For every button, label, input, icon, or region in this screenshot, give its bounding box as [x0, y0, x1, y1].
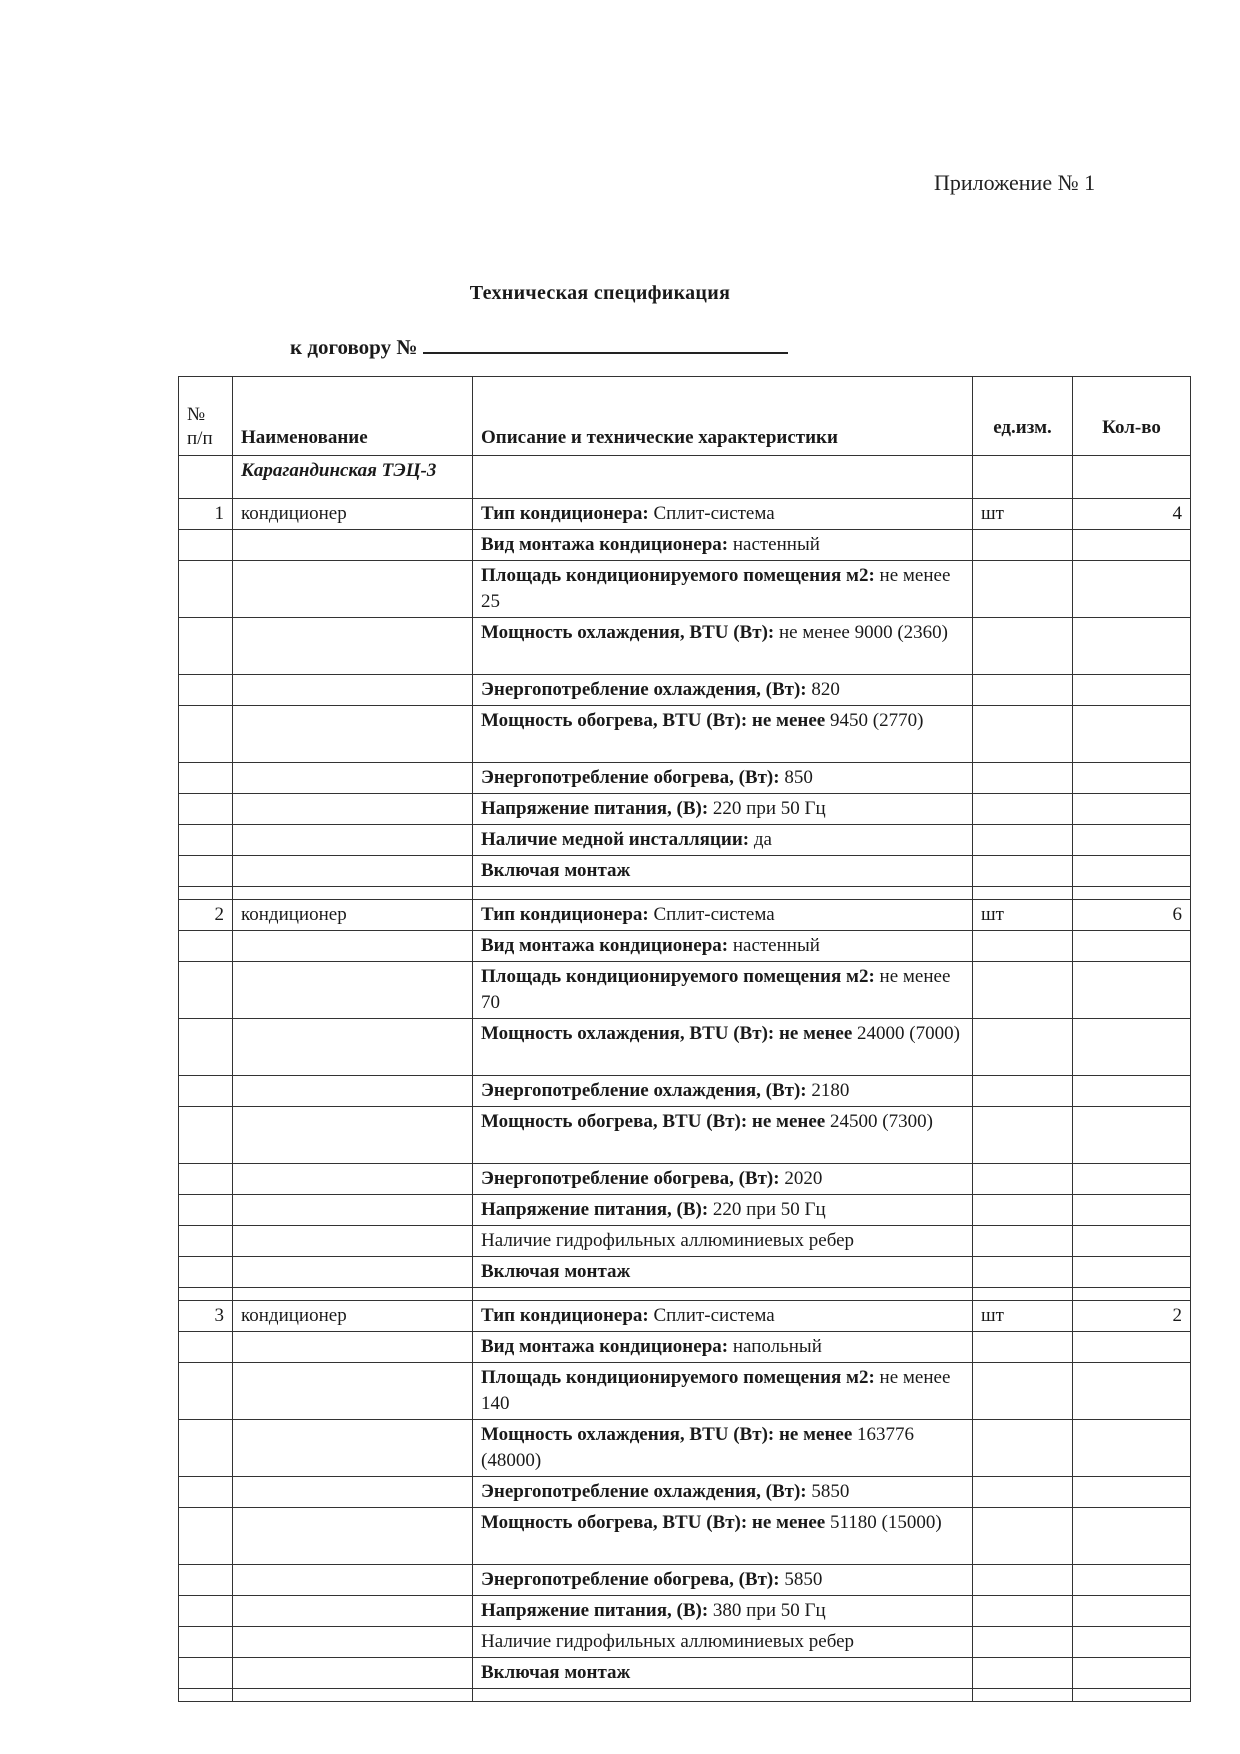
empty-cell — [1073, 1332, 1191, 1363]
empty-cell — [233, 1226, 473, 1257]
empty-cell — [179, 962, 233, 1019]
empty-cell — [1073, 1288, 1191, 1301]
spec-value: Наличие гидрофильных аллюминиевых ребер — [481, 1230, 855, 1251]
spec-label: Мощность охлаждения, BTU (Вт): не менее — [481, 1023, 853, 1044]
empty-cell — [179, 618, 233, 675]
table-row — [179, 1420, 1191, 1477]
empty-cell — [179, 1107, 233, 1164]
empty-cell — [973, 1689, 1073, 1702]
spec-label: Наличие медной инсталляции: — [481, 829, 750, 850]
specification-table — [178, 376, 1191, 1702]
empty-cell — [179, 1689, 233, 1702]
empty-cell — [1073, 1420, 1191, 1477]
empty-cell — [973, 1332, 1073, 1363]
spec-value: напольный — [728, 1336, 822, 1357]
empty-cell — [233, 1332, 473, 1363]
empty-cell — [233, 856, 473, 887]
empty-cell — [973, 706, 1073, 763]
empty-cell — [973, 1627, 1073, 1658]
empty-cell — [233, 1288, 473, 1301]
item-spec — [473, 1596, 973, 1627]
empty-cell — [1073, 1257, 1191, 1288]
item-spec — [473, 1019, 973, 1076]
spec-label: Энергопотребление охлаждения, (Вт): — [481, 1080, 807, 1101]
empty-cell — [179, 887, 233, 900]
spec-value: 24500 (7300) — [825, 1111, 933, 1132]
spec-label: Энергопотребление охлаждения, (Вт): — [481, 1481, 807, 1502]
empty-cell — [179, 825, 233, 856]
empty-cell — [179, 763, 233, 794]
empty-cell — [973, 1508, 1073, 1565]
table-row — [179, 1508, 1191, 1565]
empty-cell — [1073, 763, 1191, 794]
empty-cell — [179, 856, 233, 887]
item-spec — [473, 1627, 973, 1658]
empty-cell — [1073, 931, 1191, 962]
spec-value: 220 при 50 Гц — [708, 798, 826, 819]
item-spec — [473, 1658, 973, 1689]
empty-cell — [179, 1076, 233, 1107]
item-name: кондиционер — [233, 900, 473, 931]
table-row — [179, 763, 1191, 794]
empty-cell — [1073, 1565, 1191, 1596]
empty-cell — [1073, 561, 1191, 618]
contract-reference — [290, 334, 788, 360]
item-spec — [473, 794, 973, 825]
spec-label: Включая монтаж — [481, 1662, 631, 1683]
empty-cell — [1073, 825, 1191, 856]
table-row — [179, 1107, 1191, 1164]
empty-cell — [973, 530, 1073, 561]
item-spec — [473, 618, 973, 675]
empty-cell — [973, 1226, 1073, 1257]
item-quantity: 2 — [1073, 1301, 1191, 1332]
item-spec — [473, 1257, 973, 1288]
header-unit: ед.изм. — [973, 377, 1073, 456]
table-row — [179, 499, 1191, 530]
spec-value: настенный — [728, 935, 820, 956]
empty-cell — [179, 931, 233, 962]
empty-cell — [1073, 962, 1191, 1019]
empty-cell — [233, 763, 473, 794]
spec-label: Включая монтаж — [481, 860, 631, 881]
empty-cell — [973, 962, 1073, 1019]
empty-cell — [973, 1164, 1073, 1195]
empty-cell — [473, 1689, 973, 1702]
spec-value: не менее 140 — [481, 1367, 951, 1414]
empty-cell — [233, 675, 473, 706]
empty-cell — [973, 1477, 1073, 1508]
empty-cell — [233, 1420, 473, 1477]
table-row — [179, 561, 1191, 618]
empty-cell — [973, 1596, 1073, 1627]
table-row — [179, 1301, 1191, 1332]
item-spec — [473, 856, 973, 887]
table-row — [179, 1596, 1191, 1627]
spec-value: не менее 70 — [481, 966, 951, 1013]
spec-value: 5850 — [806, 1481, 850, 1502]
empty-cell — [179, 1257, 233, 1288]
empty-cell — [973, 931, 1073, 962]
spec-value: Сплит-система — [648, 904, 775, 925]
table-row — [179, 1226, 1191, 1257]
table-row — [179, 825, 1191, 856]
item-unit: шт — [973, 1301, 1073, 1332]
spec-value: настенный — [728, 534, 820, 555]
empty-cell — [179, 1288, 233, 1301]
empty-cell — [179, 675, 233, 706]
empty-cell — [233, 825, 473, 856]
item-spec — [473, 530, 973, 561]
empty-cell — [473, 1288, 973, 1301]
spec-value: 5850 — [779, 1569, 823, 1590]
empty-cell — [179, 1658, 233, 1689]
spec-label: Вид монтажа кондиционера: — [481, 935, 729, 956]
empty-cell — [233, 1477, 473, 1508]
empty-cell — [1073, 856, 1191, 887]
empty-cell — [1073, 1477, 1191, 1508]
table-row — [179, 1477, 1191, 1508]
spec-value: 820 — [806, 679, 840, 700]
empty-cell — [233, 962, 473, 1019]
spacer-row — [179, 1288, 1191, 1301]
contract-number-blank — [423, 334, 788, 354]
empty-cell — [1073, 1164, 1191, 1195]
spec-value: 163776 (48000) — [481, 1424, 915, 1471]
empty-cell — [1073, 1689, 1191, 1702]
section-name: Карагандинская ТЭЦ-3 — [233, 456, 473, 499]
table-row — [179, 1658, 1191, 1689]
empty-cell — [973, 1257, 1073, 1288]
table-row — [179, 1195, 1191, 1226]
empty-cell — [233, 530, 473, 561]
empty-cell — [179, 1363, 233, 1420]
spec-value: 850 — [779, 767, 813, 788]
item-spec — [473, 1226, 973, 1257]
item-spec — [473, 1477, 973, 1508]
table-row — [179, 1565, 1191, 1596]
empty-cell — [179, 794, 233, 825]
item-spec — [473, 1420, 973, 1477]
item-spec — [473, 962, 973, 1019]
empty-cell — [1073, 1627, 1191, 1658]
empty-cell — [973, 887, 1073, 900]
table-row — [179, 1019, 1191, 1076]
table-row — [179, 706, 1191, 763]
table-row — [179, 1363, 1191, 1420]
spacer-row — [179, 1689, 1191, 1702]
item-spec — [473, 499, 973, 530]
spec-label: Тип кондиционера: — [481, 1305, 649, 1326]
spec-value: 9450 (2770) — [825, 710, 924, 731]
header-num: № п/п — [179, 377, 233, 456]
spec-value: 2020 — [779, 1168, 823, 1189]
table-row — [179, 1332, 1191, 1363]
header-quantity: Кол-во — [1073, 377, 1191, 456]
empty-cell — [1073, 1195, 1191, 1226]
empty-cell — [1073, 1107, 1191, 1164]
spec-label: Вид монтажа кондиционера: — [481, 534, 729, 555]
table-row — [179, 1257, 1191, 1288]
empty-cell — [1073, 1076, 1191, 1107]
spec-label: Энергопотребление обогрева, (Вт): — [481, 767, 780, 788]
empty-cell — [179, 1420, 233, 1477]
empty-cell — [179, 1332, 233, 1363]
empty-cell — [233, 1689, 473, 1702]
header-name: Наименование — [233, 377, 473, 456]
empty-cell — [233, 561, 473, 618]
spec-label: Включая монтаж — [481, 1261, 631, 1282]
empty-cell — [973, 1420, 1073, 1477]
table-body — [179, 456, 1191, 1702]
empty-cell — [1073, 1363, 1191, 1420]
spec-label: Мощность охлаждения, BTU (Вт): не менее — [481, 1424, 853, 1445]
spec-value: Наличие гидрофильных аллюминиевых ребер — [481, 1631, 855, 1652]
spec-label: Площадь кондиционируемого помещения м2: — [481, 565, 875, 586]
item-number: 1 — [179, 499, 233, 530]
table-row — [179, 618, 1191, 675]
empty-cell — [973, 1195, 1073, 1226]
item-name: кондиционер — [233, 499, 473, 530]
item-spec — [473, 1195, 973, 1226]
item-spec — [473, 1332, 973, 1363]
empty-cell — [1073, 1508, 1191, 1565]
empty-cell — [973, 856, 1073, 887]
item-number: 3 — [179, 1301, 233, 1332]
empty-cell — [973, 561, 1073, 618]
empty-cell — [233, 1257, 473, 1288]
spec-label: Площадь кондиционируемого помещения м2: — [481, 966, 875, 987]
empty-cell — [179, 1565, 233, 1596]
item-spec — [473, 931, 973, 962]
spec-value: 220 при 50 Гц — [708, 1199, 826, 1220]
item-spec — [473, 825, 973, 856]
item-spec — [473, 675, 973, 706]
table-row — [179, 794, 1191, 825]
item-spec — [473, 763, 973, 794]
table-row — [179, 530, 1191, 561]
item-spec — [473, 1363, 973, 1420]
item-spec — [473, 706, 973, 763]
item-name: кондиционер — [233, 1301, 473, 1332]
section-row — [179, 456, 1191, 499]
table-row — [179, 675, 1191, 706]
empty-cell — [233, 706, 473, 763]
spec-label: Напряжение питания, (В): — [481, 798, 709, 819]
empty-cell — [973, 675, 1073, 706]
spec-value: Сплит-система — [648, 1305, 775, 1326]
spec-label: Мощность обогрева, BTU (Вт): не менее — [481, 1512, 826, 1533]
empty-cell — [1073, 530, 1191, 561]
item-number: 2 — [179, 900, 233, 931]
spec-value: да — [749, 829, 772, 850]
empty-cell — [179, 1508, 233, 1565]
empty-cell — [973, 618, 1073, 675]
contract-label: к договору № — [290, 335, 418, 359]
empty-cell — [973, 1107, 1073, 1164]
spec-label: Вид монтажа кондиционера: — [481, 1336, 729, 1357]
table-row — [179, 1164, 1191, 1195]
item-spec — [473, 1565, 973, 1596]
spec-label: Тип кондиционера: — [481, 503, 649, 524]
table-row — [179, 931, 1191, 962]
empty-cell — [233, 1195, 473, 1226]
empty-cell — [233, 1627, 473, 1658]
empty-cell — [233, 1107, 473, 1164]
spec-label: Энергопотребление охлаждения, (Вт): — [481, 679, 807, 700]
item-spec — [473, 1107, 973, 1164]
spec-value: 380 при 50 Гц — [708, 1600, 826, 1621]
empty-cell — [973, 1565, 1073, 1596]
empty-cell — [233, 1019, 473, 1076]
empty-cell — [1073, 675, 1191, 706]
empty-cell — [1073, 1596, 1191, 1627]
spec-value: 51180 (15000) — [825, 1512, 942, 1533]
spec-value: не менее 25 — [481, 565, 951, 612]
table-row — [179, 900, 1191, 931]
empty-cell — [973, 794, 1073, 825]
empty-cell — [973, 1658, 1073, 1689]
empty-cell — [179, 1627, 233, 1658]
empty-cell — [179, 530, 233, 561]
empty-cell — [1073, 1019, 1191, 1076]
empty-cell — [233, 1565, 473, 1596]
item-spec — [473, 1164, 973, 1195]
empty-cell — [233, 618, 473, 675]
empty-cell — [233, 1076, 473, 1107]
empty-cell — [179, 1226, 233, 1257]
table-row — [179, 1076, 1191, 1107]
empty-cell — [233, 1508, 473, 1565]
table-row — [179, 856, 1191, 887]
empty-cell — [1073, 1226, 1191, 1257]
item-quantity: 4 — [1073, 499, 1191, 530]
empty-cell — [973, 1019, 1073, 1076]
item-quantity: 6 — [1073, 900, 1191, 931]
empty-cell — [233, 1658, 473, 1689]
empty-cell — [973, 1363, 1073, 1420]
table-row — [179, 962, 1191, 1019]
empty-cell — [179, 1596, 233, 1627]
empty-cell — [179, 1164, 233, 1195]
empty-cell — [473, 887, 973, 900]
empty-cell — [179, 561, 233, 618]
empty-cell — [179, 1477, 233, 1508]
item-spec — [473, 561, 973, 618]
spec-label: Напряжение питания, (В): — [481, 1600, 709, 1621]
empty-cell — [233, 887, 473, 900]
item-spec — [473, 900, 973, 931]
empty-cell — [179, 1195, 233, 1226]
spec-value: Сплит-система — [648, 503, 775, 524]
item-unit: шт — [973, 499, 1073, 530]
spec-label: Мощность обогрева, BTU (Вт): не менее — [481, 710, 826, 731]
item-unit: шт — [973, 900, 1073, 931]
empty-cell — [1073, 887, 1191, 900]
table-header-row — [179, 377, 1191, 456]
spacer-row — [179, 887, 1191, 900]
spec-value: 24000 (7000) — [852, 1023, 960, 1044]
spec-value: не менее 9000 (2360) — [774, 622, 948, 643]
empty-cell — [973, 1288, 1073, 1301]
empty-cell — [233, 931, 473, 962]
spec-label: Энергопотребление обогрева, (Вт): — [481, 1168, 780, 1189]
empty-cell — [1073, 706, 1191, 763]
document-title: Техническая спецификация — [469, 282, 731, 304]
empty-cell — [1073, 618, 1191, 675]
empty-cell — [973, 763, 1073, 794]
empty-cell — [973, 1076, 1073, 1107]
empty-cell — [233, 1164, 473, 1195]
empty-cell — [233, 794, 473, 825]
item-spec — [473, 1076, 973, 1107]
appendix-label: Приложение № 1 — [934, 170, 1096, 195]
spec-label: Площадь кондиционируемого помещения м2: — [481, 1367, 875, 1388]
empty-cell — [1073, 794, 1191, 825]
spec-label: Мощность обогрева, BTU (Вт): не менее — [481, 1111, 826, 1132]
empty-cell — [233, 1596, 473, 1627]
empty-cell — [1073, 1658, 1191, 1689]
empty-cell — [179, 1019, 233, 1076]
spec-label: Энергопотребление обогрева, (Вт): — [481, 1569, 780, 1590]
spec-value: 2180 — [806, 1080, 850, 1101]
item-spec — [473, 1508, 973, 1565]
header-description: Описание и технические характеристики — [473, 377, 973, 456]
spec-label: Напряжение питания, (В): — [481, 1199, 709, 1220]
spec-label: Мощность охлаждения, BTU (Вт): — [481, 622, 775, 643]
spec-label: Тип кондиционера: — [481, 904, 649, 925]
empty-cell — [233, 1363, 473, 1420]
empty-cell — [179, 706, 233, 763]
table-row — [179, 1627, 1191, 1658]
empty-cell — [973, 825, 1073, 856]
item-spec — [473, 1301, 973, 1332]
